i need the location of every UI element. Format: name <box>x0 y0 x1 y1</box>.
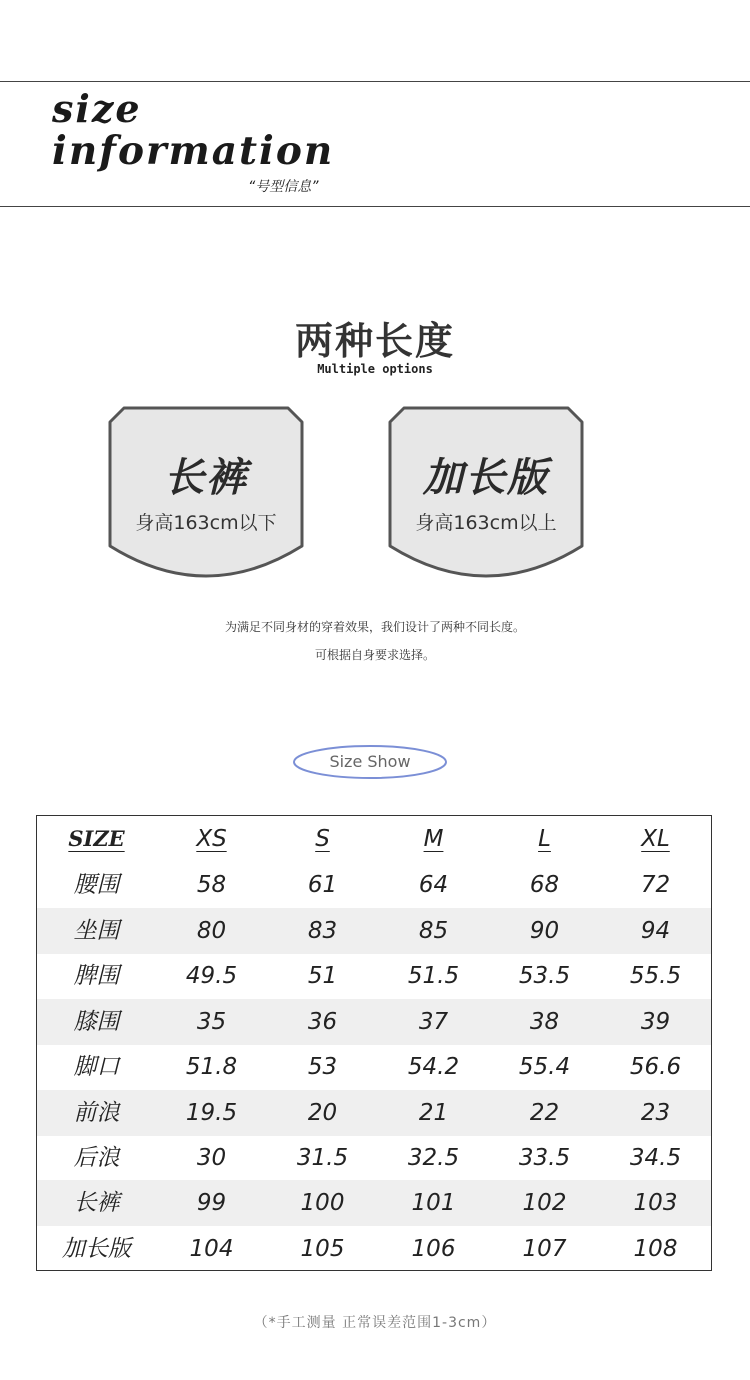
table-cell: 22 <box>529 1100 560 1126</box>
table-cell: 23 <box>640 1100 671 1126</box>
table-header-cell: L <box>538 826 551 852</box>
table-row <box>37 862 711 908</box>
option-card-title: 长裤 <box>164 455 248 501</box>
table-header-cell: S <box>315 826 330 852</box>
header-bottom-rule <box>0 206 750 207</box>
table-row-label: 坐围 <box>73 918 120 944</box>
table-row <box>37 1044 711 1090</box>
table-header-cell: XS <box>196 826 227 852</box>
size-show-label: Size Show <box>329 752 411 771</box>
table-header-row <box>37 816 711 862</box>
size-table <box>36 815 712 1271</box>
table-row-label: 前浪 <box>73 1100 120 1126</box>
table-cell: 37 <box>418 1009 449 1035</box>
table-cell: 94 <box>640 918 671 944</box>
table-cell: 56.6 <box>629 1054 682 1080</box>
table-cell: 64 <box>418 872 449 898</box>
option-card-regular <box>108 406 304 584</box>
table-row <box>37 1090 711 1136</box>
table-cell: 61 <box>307 872 338 898</box>
table-row <box>37 1135 711 1181</box>
table-cell: 35 <box>196 1009 227 1035</box>
table-cell: 106 <box>411 1236 456 1262</box>
table-cell: 53 <box>307 1054 338 1080</box>
table-cell: 68 <box>529 872 560 898</box>
table-header-cell: M <box>423 826 444 852</box>
table-cell: 105 <box>300 1236 345 1262</box>
header-subtitle: “号型信息” <box>248 179 319 195</box>
table-cell: 53.5 <box>518 963 571 989</box>
table-cell: 55.4 <box>518 1054 571 1080</box>
table-row-label: 长裤 <box>73 1190 120 1216</box>
options-subtitle: Multiple options <box>317 362 433 376</box>
table-cell: 54.2 <box>407 1054 460 1080</box>
table-cell: 39 <box>640 1009 671 1035</box>
options-title: 两种长度 <box>294 319 455 363</box>
table-row <box>37 953 711 999</box>
table-cell: 51.5 <box>407 963 460 989</box>
table-cell: 33.5 <box>518 1145 571 1171</box>
option-card-desc: 身高163cm以上 <box>415 512 557 534</box>
table-cell: 20 <box>307 1100 338 1126</box>
table-cell: 108 <box>633 1236 678 1262</box>
option-card-extended <box>388 406 584 584</box>
table-cell: 55.5 <box>629 963 682 989</box>
table-cell: 101 <box>411 1190 456 1216</box>
header-top-rule <box>0 81 750 82</box>
table-header-cell: XL <box>641 826 670 852</box>
table-row <box>37 908 711 954</box>
table-cell: 72 <box>640 872 671 898</box>
table-row-label: 脚口 <box>73 1054 120 1080</box>
table-cell: 32.5 <box>407 1145 460 1171</box>
table-row <box>37 1180 711 1226</box>
option-card-title: 加长版 <box>423 455 549 501</box>
table-cell: 58 <box>196 872 227 898</box>
table-cell: 104 <box>189 1236 234 1262</box>
options-note-line1: 为满足不同身材的穿着效果，我们设计了两种不同长度。 <box>224 620 525 634</box>
table-cell: 19.5 <box>185 1100 238 1126</box>
table-cell: 102 <box>522 1190 567 1216</box>
table-row-label: 加长版 <box>62 1236 131 1262</box>
table-cell: 85 <box>418 918 449 944</box>
option-card-desc: 身高163cm以下 <box>135 512 277 534</box>
table-cell: 80 <box>196 918 227 944</box>
table-cell: 103 <box>633 1190 678 1216</box>
table-row-label: 后浪 <box>73 1145 120 1171</box>
table-cell: 31.5 <box>296 1145 349 1171</box>
measurement-footnote: （*手工测量 正常误差范围1-3cm） <box>253 1315 497 1331</box>
table-cell: 100 <box>300 1190 345 1216</box>
table-cell: 36 <box>307 1009 338 1035</box>
table-cell: 21 <box>418 1100 449 1126</box>
table-cell: 34.5 <box>629 1145 682 1171</box>
header-title-line1: size <box>52 86 142 131</box>
table-cell: 90 <box>529 918 560 944</box>
table-row-label: 脾围 <box>73 963 120 989</box>
options-note-line2: 可根据自身要求选择。 <box>314 648 435 662</box>
table-cell: 30 <box>196 1145 227 1171</box>
table-row <box>37 1226 711 1271</box>
header-title-line2: information <box>52 128 335 174</box>
table-row-label: 腰围 <box>73 872 120 898</box>
table-cell: 99 <box>196 1190 227 1216</box>
table-cell: 49.5 <box>185 963 238 989</box>
table-header-cell: SIZE <box>68 826 125 851</box>
table-row-label: 膝围 <box>73 1009 120 1035</box>
table-row <box>37 999 711 1045</box>
table-cell: 51 <box>307 963 338 989</box>
table-cell: 83 <box>307 918 338 944</box>
table-cell: 107 <box>522 1236 567 1262</box>
table-cell: 51.8 <box>185 1054 238 1080</box>
table-cell: 38 <box>529 1009 560 1035</box>
size-show-badge <box>292 744 448 780</box>
